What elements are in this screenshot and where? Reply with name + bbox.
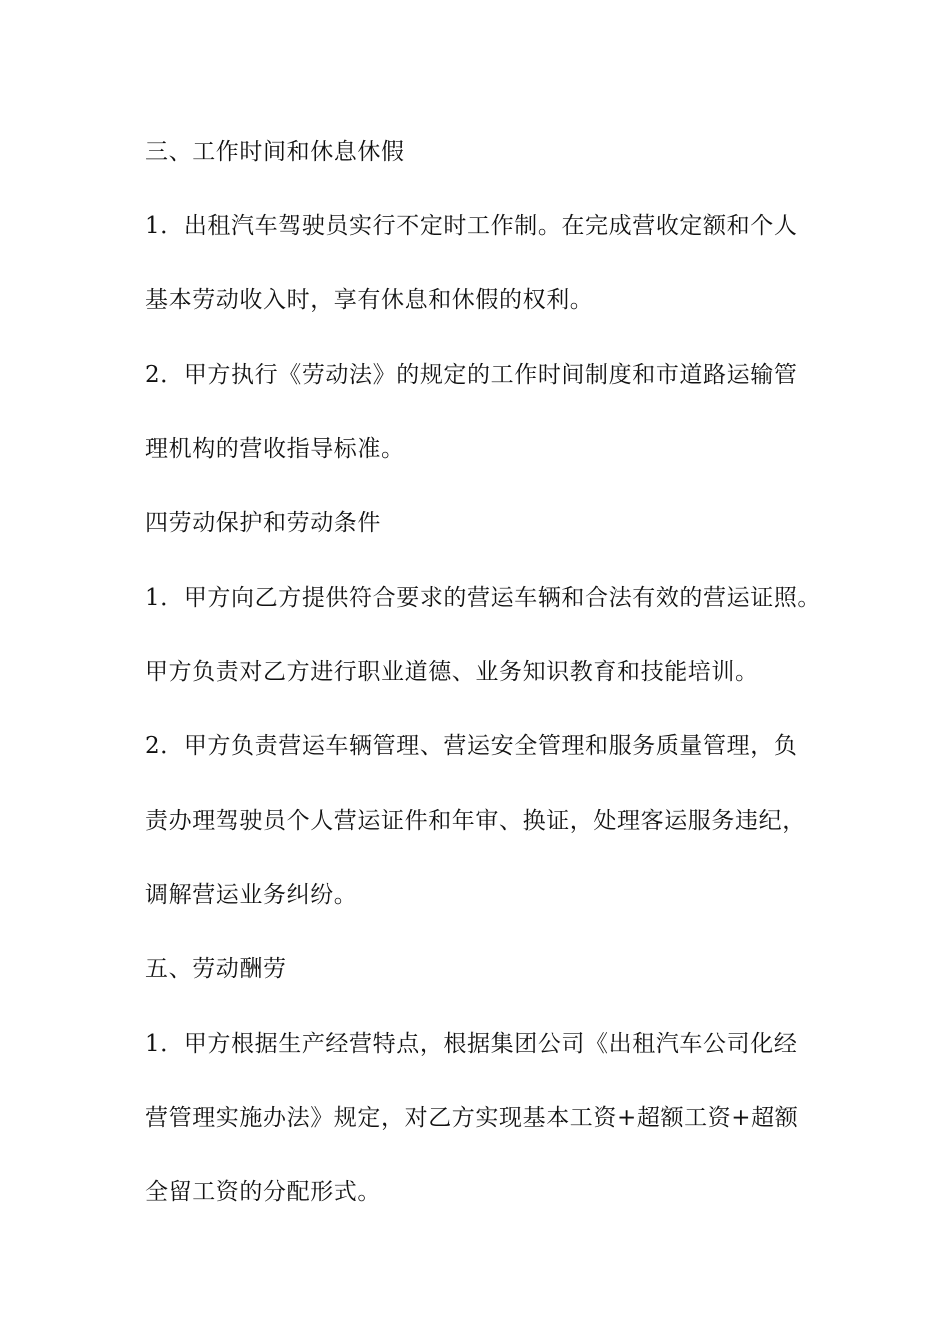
- paragraph-line: 甲方负责对乙方进行职业道德、业务知识教育和技能培训。: [145, 659, 759, 685]
- paragraph-line: 理机构的营收指导标准。: [145, 436, 405, 462]
- paragraph-line: 2．甲方执行《劳动法》的规定的工作时间制度和市道路运输管: [145, 362, 798, 388]
- paragraph-line: 1．甲方向乙方提供符合要求的营运车辆和合法有效的营运证照。: [145, 585, 822, 611]
- paragraph-line: 基本劳动收入时，享有休息和休假的权利。: [145, 287, 594, 313]
- paragraph-line: 营管理实施办法》规定，对乙方实现基本工资+超额工资+超额: [145, 1105, 799, 1131]
- paragraph-line: 1．出租汽车驾驶员实行不定时工作制。在完成营收定额和个人: [145, 213, 798, 239]
- paragraph-line: 2．甲方负责营运车辆管理、营运安全管理和服务质量管理，负: [145, 733, 798, 759]
- paragraph-line: 全留工资的分配形式。: [145, 1179, 381, 1205]
- section-heading-remuneration: 五、劳动酬劳: [145, 956, 287, 982]
- paragraph-line: 调解营运业务纠纷。: [145, 882, 358, 908]
- paragraph-line: 责办理驾驶员个人营运证件和年审、换证，处理客运服务违纪，: [145, 808, 806, 834]
- section-heading-labor-protection: 四劳动保护和劳动条件: [145, 510, 381, 536]
- paragraph-line: 1．甲方根据生产经营特点，根据集团公司《出租汽车公司化经: [145, 1031, 798, 1057]
- section-heading-work-hours: 三、工作时间和休息休假: [145, 139, 405, 165]
